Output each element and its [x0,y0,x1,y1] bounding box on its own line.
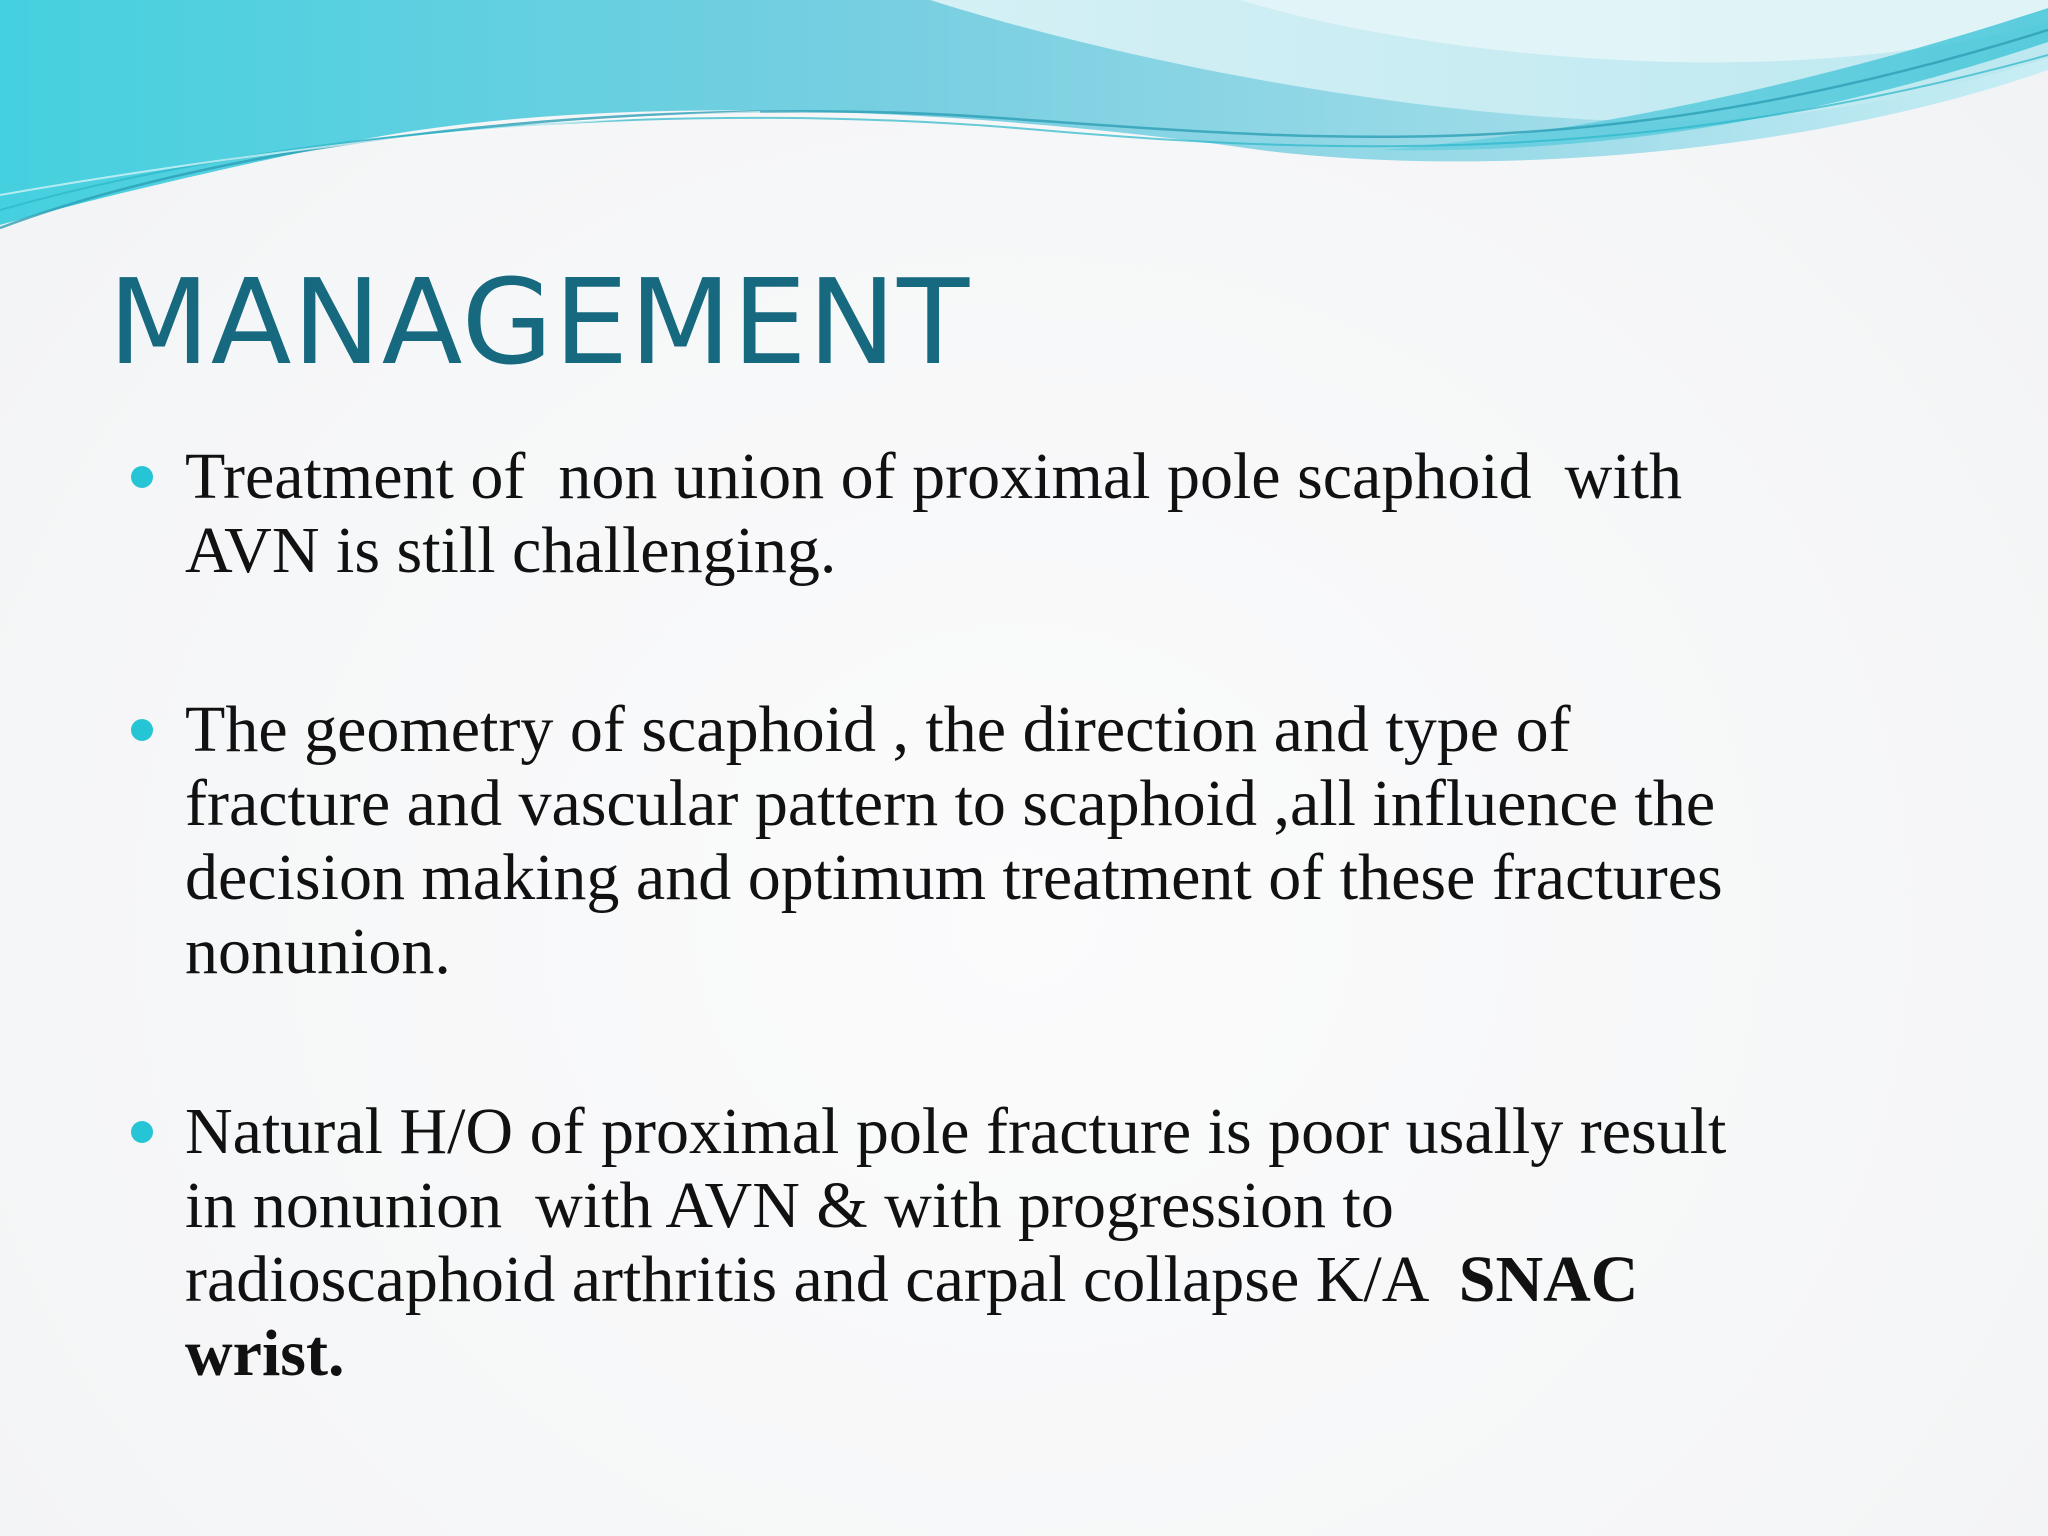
bullet-line: The geometry of scaphoid , the direction and type of [185,693,1571,766]
bullet-line-mixed [185,1243,1975,1317]
bullet-text [185,1095,1975,1391]
bullet-line: in nonunion with AVN & with progression to [185,1169,1394,1242]
bullet-line: Treatment of non union of proximal pole scaphoid with [185,440,1683,513]
bullet-line: AVN is still challenging. [185,514,837,587]
bullet-text [185,693,1975,989]
bullet-text [185,440,1975,588]
bullet-line-text: radioscaphoid arthritis and carpal collapse K/A [185,1243,1459,1316]
bullet-line: decision making and optimum treatment of these fractures [185,841,1723,914]
bold-term-snac: SNAC [1458,1243,1639,1316]
header-wave-graphic [0,0,2048,260]
bullet-line: Natural H/O of proximal pole fracture is poor usally result [185,1095,1727,1168]
bullet-line: fracture and vascular pattern to scaphoid ,all influence the [185,767,1716,840]
bullet-dot-icon [131,1121,153,1143]
bullet-dot-icon [131,719,153,741]
slide-title: MANAGEMENT [108,253,971,391]
bullet-dot-icon [131,466,153,488]
bold-term-wrist: wrist. [185,1317,345,1390]
bullet-line: nonunion. [185,915,451,988]
